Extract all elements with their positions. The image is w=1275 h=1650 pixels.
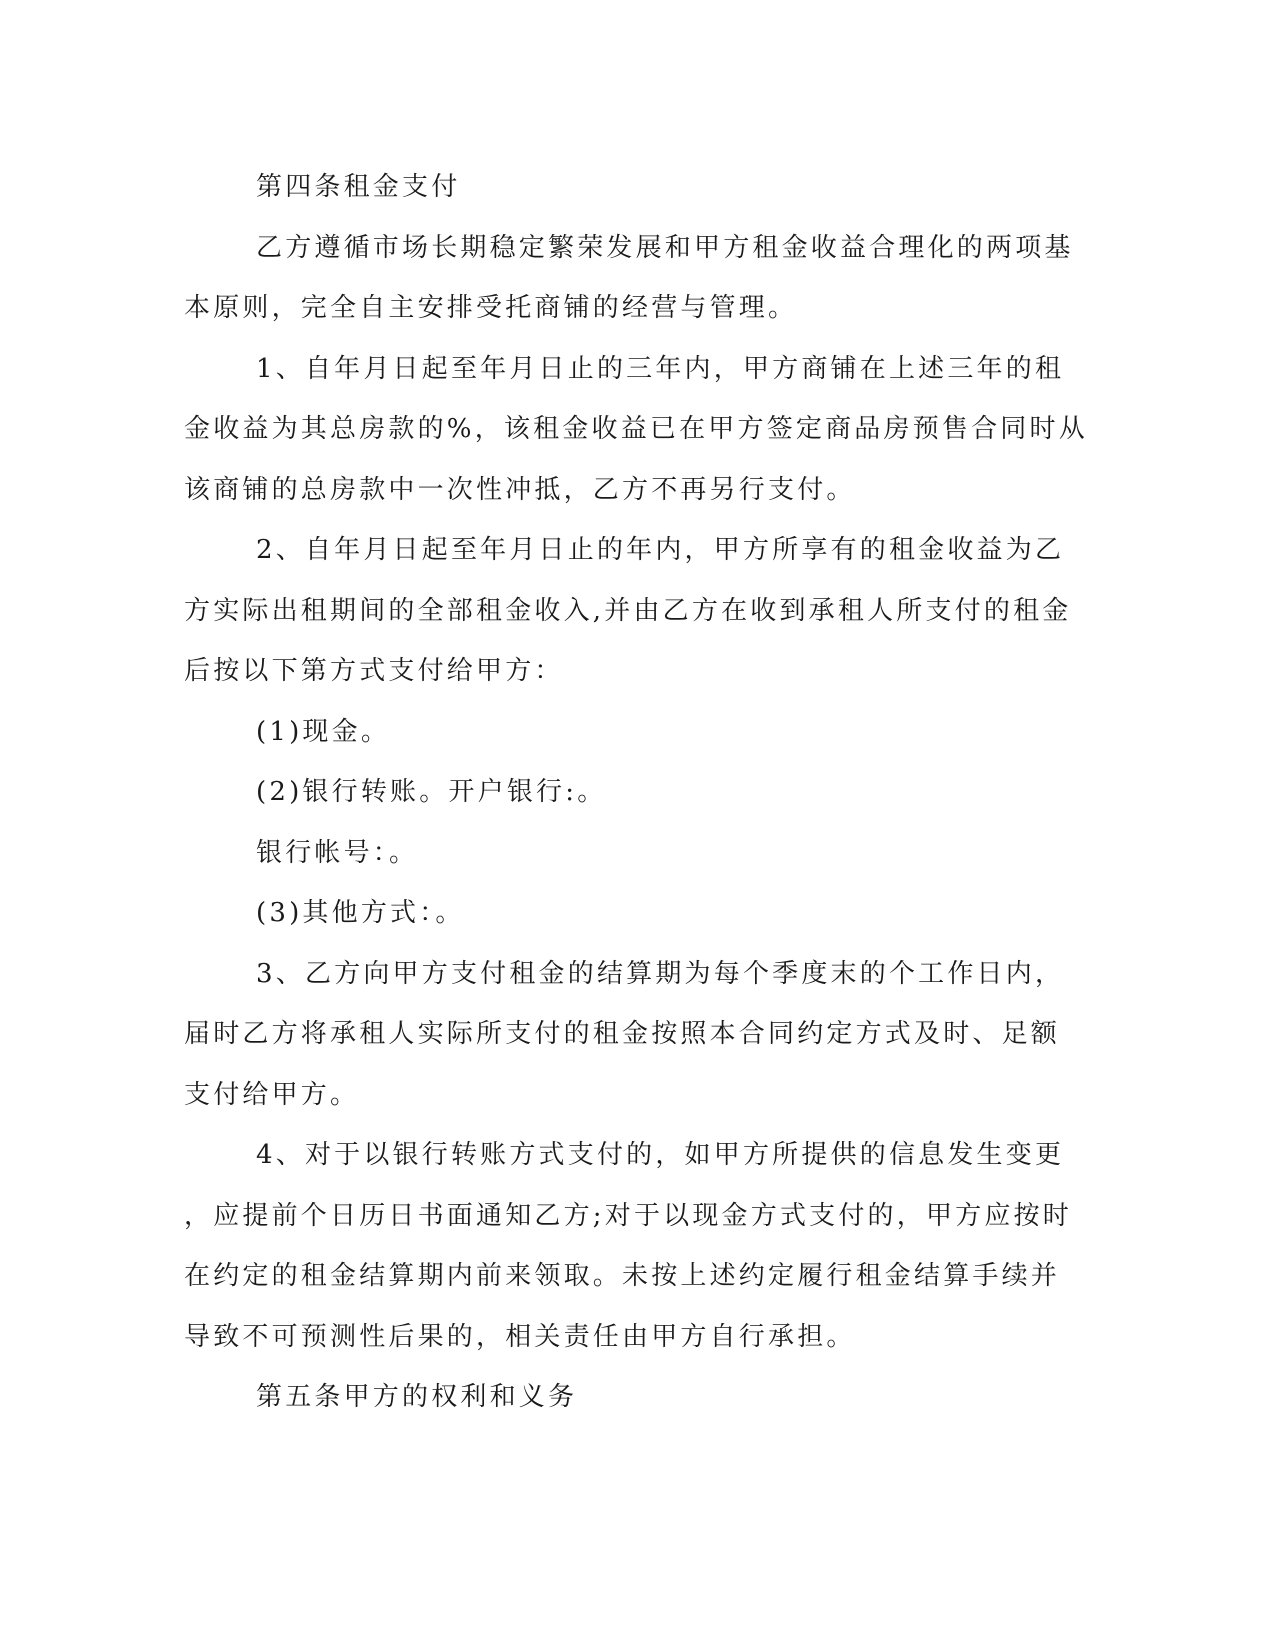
- list-item: (2)银行转账。开户银行:。: [256, 777, 607, 807]
- paragraph-line: 2、自年月日起至年月日止的年内，甲方所享有的租金收益为乙: [256, 535, 1065, 565]
- section-heading: 第五条甲方的权利和义务: [256, 1382, 578, 1412]
- list-item: (1)现金。: [256, 716, 391, 747]
- paragraph-line: 在约定的租金结算期内前来领取。未按上述约定履行租金结算手续并: [184, 1261, 1061, 1291]
- paragraph-line: ，应提前个日历日书面通知乙方;对于以现金方式支付的，甲方应按时: [184, 1200, 1072, 1231]
- paragraph-line: 本原则，完全自主安排受托商铺的经营与管理。: [184, 293, 798, 323]
- paragraph-line: 该商铺的总房款中一次性冲抵，乙方不再另行支付。: [184, 474, 856, 505]
- paragraph-line: 1、自年月日起至年月日止的三年内，甲方商铺在上述三年的租: [256, 353, 1065, 384]
- section-heading: 第四条租金支付: [256, 172, 461, 202]
- paragraph-line: 4、对于以银行转账方式支付的，如甲方所提供的信息发生变更: [256, 1140, 1065, 1170]
- list-item: (3)其他方式：。: [256, 898, 465, 928]
- paragraph-line: 乙方遵循市场长期稳定繁荣发展和甲方租金收益合理化的两项基: [256, 232, 1074, 263]
- paragraph-line: 后按以下第方式支付给甲方：: [184, 656, 564, 686]
- document-body: [184, 157, 1088, 1428]
- paragraph-line: 方实际出租期间的全部租金收入,并由乙方在收到承租人所支付的租金: [184, 595, 1072, 626]
- paragraph-line: 3、乙方向甲方支付租金的结算期为每个季度末的个工作日内，: [256, 958, 1065, 989]
- paragraph-line: 支付给甲方。: [184, 1079, 360, 1110]
- paragraph-line: 银行帐号：。: [256, 837, 419, 868]
- paragraph-line: 届时乙方将承租人实际所支付的租金按照本合同约定方式及时、足额: [184, 1019, 1061, 1049]
- paragraph-line: 金收益为其总房款的%，该租金收益已在甲方签定商品房预售合同时从: [184, 414, 1088, 444]
- paragraph-line: 导致不可预测性后果的，相关责任由甲方自行承担。: [184, 1321, 856, 1352]
